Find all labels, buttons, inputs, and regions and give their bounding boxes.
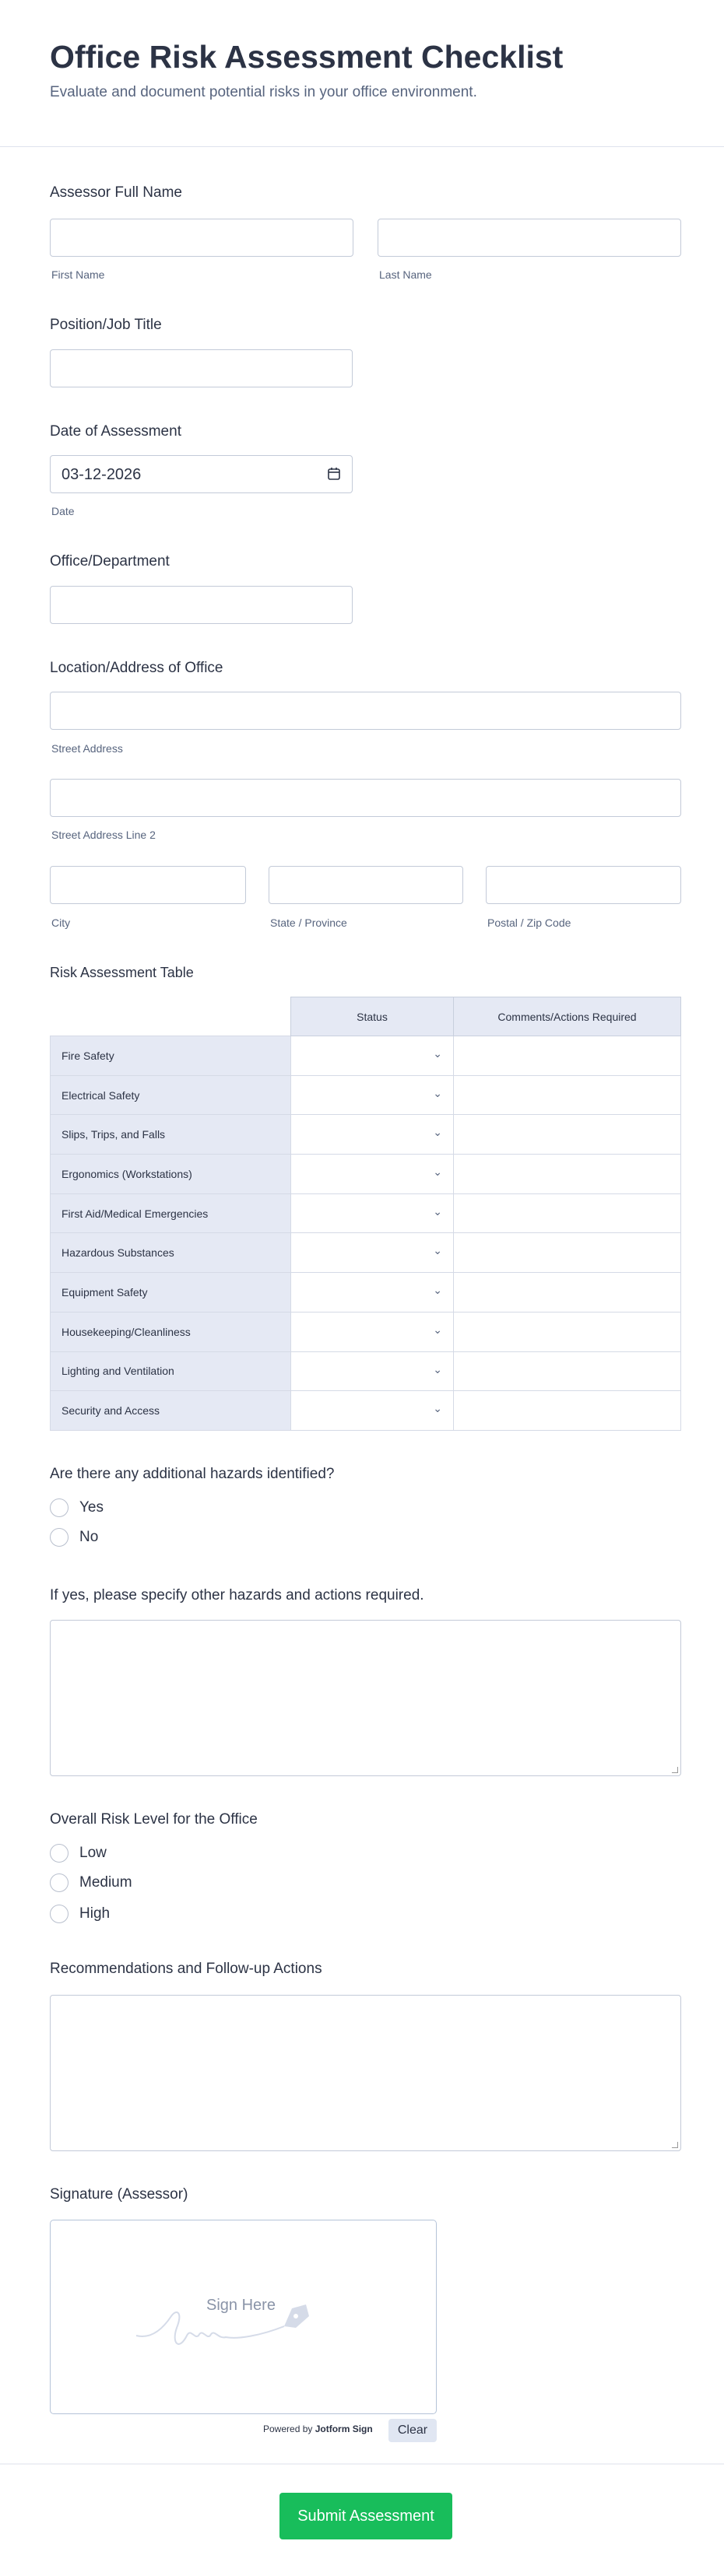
signature-pad[interactable]: [50, 2220, 437, 2414]
location-label: Location/Address of Office: [50, 660, 223, 676]
radio-label: Yes: [79, 1499, 104, 1516]
chevron-down-icon: ⌄: [433, 1402, 442, 1415]
specify-textarea[interactable]: [50, 1620, 681, 1776]
state-sublabel: State / Province: [270, 916, 347, 929]
radio-low[interactable]: [50, 1844, 107, 1863]
radio-circle[interactable]: [50, 1844, 69, 1863]
assessor-label: Assessor Full Name: [50, 184, 182, 201]
chevron-down-icon: ⌄: [433, 1244, 442, 1257]
comments-input[interactable]: [454, 1312, 681, 1351]
date-input[interactable]: [50, 455, 353, 493]
radio-high[interactable]: [50, 1905, 110, 1923]
radio-label: Low: [79, 1845, 107, 1861]
powered-prefix: Powered by: [263, 2424, 313, 2434]
first-name-sublabel: First Name: [51, 268, 105, 281]
position-label: Position/Job Title: [50, 317, 162, 333]
chevron-down-icon: ⌄: [433, 1362, 442, 1376]
table-row: [51, 1193, 681, 1233]
status-select[interactable]: [291, 1351, 454, 1391]
date-value: 03-12-2026: [62, 466, 142, 483]
resize-handle[interactable]: [672, 1767, 678, 1773]
status-select[interactable]: [291, 1312, 454, 1351]
radio-no[interactable]: [50, 1528, 98, 1547]
zip-sublabel: Postal / Zip Code: [487, 916, 571, 929]
radio-circle[interactable]: [50, 1498, 69, 1517]
radio-label: Medium: [79, 1874, 132, 1891]
status-select[interactable]: [291, 1273, 454, 1313]
table-row: [51, 1273, 681, 1313]
row-label: First Aid/Medical Emergencies: [51, 1193, 291, 1233]
comments-input[interactable]: [454, 1036, 681, 1076]
office-input[interactable]: [50, 586, 353, 624]
row-label: Fire Safety: [51, 1036, 291, 1076]
row-label: Lighting and Ventilation: [51, 1351, 291, 1391]
row-label: Equipment Safety: [51, 1273, 291, 1313]
corner-cell: [51, 997, 291, 1036]
table-row: [51, 1075, 681, 1115]
signature-label: Signature (Assessor): [50, 2186, 188, 2203]
comments-input[interactable]: [454, 1391, 681, 1431]
comments-input[interactable]: [454, 1155, 681, 1194]
page-title: Office Risk Assessment Checklist: [50, 39, 564, 75]
chevron-down-icon: ⌄: [433, 1047, 442, 1060]
comments-input[interactable]: [454, 1351, 681, 1391]
page-subtitle: Evaluate and document potential risks in your office environment.: [50, 84, 477, 100]
specify-label: If yes, please specify other hazards and actions required.: [50, 1587, 424, 1603]
footer-divider: [0, 2463, 724, 2465]
risk-table: [50, 997, 681, 1431]
chevron-down-icon: ⌄: [433, 1204, 442, 1218]
table-row: [51, 1115, 681, 1155]
last-name-input[interactable]: [378, 219, 681, 257]
row-label: Security and Access: [51, 1391, 291, 1431]
column-header-status: Status: [291, 997, 454, 1036]
powered-by: [263, 2424, 373, 2434]
column-header-comments: Comments/Actions Required: [454, 997, 681, 1036]
date-sublabel: Date: [51, 505, 75, 517]
comments-input[interactable]: [454, 1115, 681, 1155]
status-select[interactable]: [291, 1193, 454, 1233]
status-select[interactable]: [291, 1155, 454, 1194]
jotform-sign-brand[interactable]: Jotform Sign: [315, 2424, 373, 2434]
chevron-down-icon: ⌄: [433, 1165, 442, 1179]
recommendations-textarea[interactable]: [50, 1995, 681, 2151]
chevron-down-icon: ⌄: [433, 1284, 442, 1297]
table-row: [51, 1351, 681, 1391]
city-input[interactable]: [50, 866, 246, 904]
row-label: Hazardous Substances: [51, 1233, 291, 1273]
radio-label: No: [79, 1529, 99, 1545]
status-select[interactable]: [291, 1075, 454, 1115]
office-label: Office/Department: [50, 553, 170, 570]
signature-illustration-icon: [128, 2304, 362, 2359]
street-address-input[interactable]: [50, 692, 681, 730]
clear-signature-button[interactable]: Clear: [388, 2419, 437, 2442]
table-row: [51, 1233, 681, 1273]
row-label: Electrical Safety: [51, 1075, 291, 1115]
hazards-label: Are there any additional hazards identified?: [50, 1466, 335, 1482]
comments-input[interactable]: [454, 1193, 681, 1233]
radio-circle[interactable]: [50, 1905, 69, 1923]
city-sublabel: City: [51, 916, 71, 929]
radio-yes[interactable]: [50, 1498, 104, 1517]
chevron-down-icon: ⌄: [433, 1086, 442, 1099]
date-label: Date of Assessment: [50, 423, 181, 440]
header-divider: [0, 146, 724, 147]
comments-input[interactable]: [454, 1075, 681, 1115]
recommendations-label: Recommendations and Follow-up Actions: [50, 1961, 322, 1977]
status-select[interactable]: [291, 1233, 454, 1273]
resize-handle[interactable]: [672, 2142, 678, 2148]
status-select[interactable]: [291, 1391, 454, 1431]
row-label: Ergonomics (Workstations): [51, 1155, 291, 1194]
street-address-sublabel: Street Address: [51, 742, 123, 755]
zip-input[interactable]: [486, 866, 681, 904]
street-address-2-input[interactable]: [50, 779, 681, 817]
risk-level-label: Overall Risk Level for the Office: [50, 1811, 258, 1828]
status-select[interactable]: [291, 1115, 454, 1155]
table-row: [51, 1312, 681, 1351]
submit-button[interactable]: Submit Assessment: [279, 2493, 452, 2539]
first-name-input[interactable]: [50, 219, 353, 257]
sign-here-text: Sign Here: [206, 2297, 276, 2314]
radio-medium[interactable]: [50, 1873, 132, 1892]
chevron-down-icon: ⌄: [433, 1323, 442, 1336]
table-row: [51, 1391, 681, 1431]
table-label: Risk Assessment Table: [50, 965, 194, 980]
radio-circle[interactable]: [50, 1873, 69, 1892]
status-select[interactable]: [291, 1036, 454, 1076]
street-address-2-sublabel: Street Address Line 2: [51, 829, 156, 841]
table-row: [51, 1155, 681, 1194]
row-label: Slips, Trips, and Falls: [51, 1115, 291, 1155]
table-row: [51, 1036, 681, 1076]
row-label: Housekeeping/Cleanliness: [51, 1312, 291, 1351]
calendar-icon[interactable]: [327, 467, 341, 481]
last-name-sublabel: Last Name: [379, 268, 432, 281]
state-input[interactable]: [269, 866, 463, 904]
radio-label: High: [79, 1905, 111, 1922]
radio-circle[interactable]: [50, 1528, 69, 1547]
position-input[interactable]: [50, 349, 353, 387]
chevron-down-icon: ⌄: [433, 1126, 442, 1139]
comments-input[interactable]: [454, 1233, 681, 1273]
comments-input[interactable]: [454, 1273, 681, 1313]
